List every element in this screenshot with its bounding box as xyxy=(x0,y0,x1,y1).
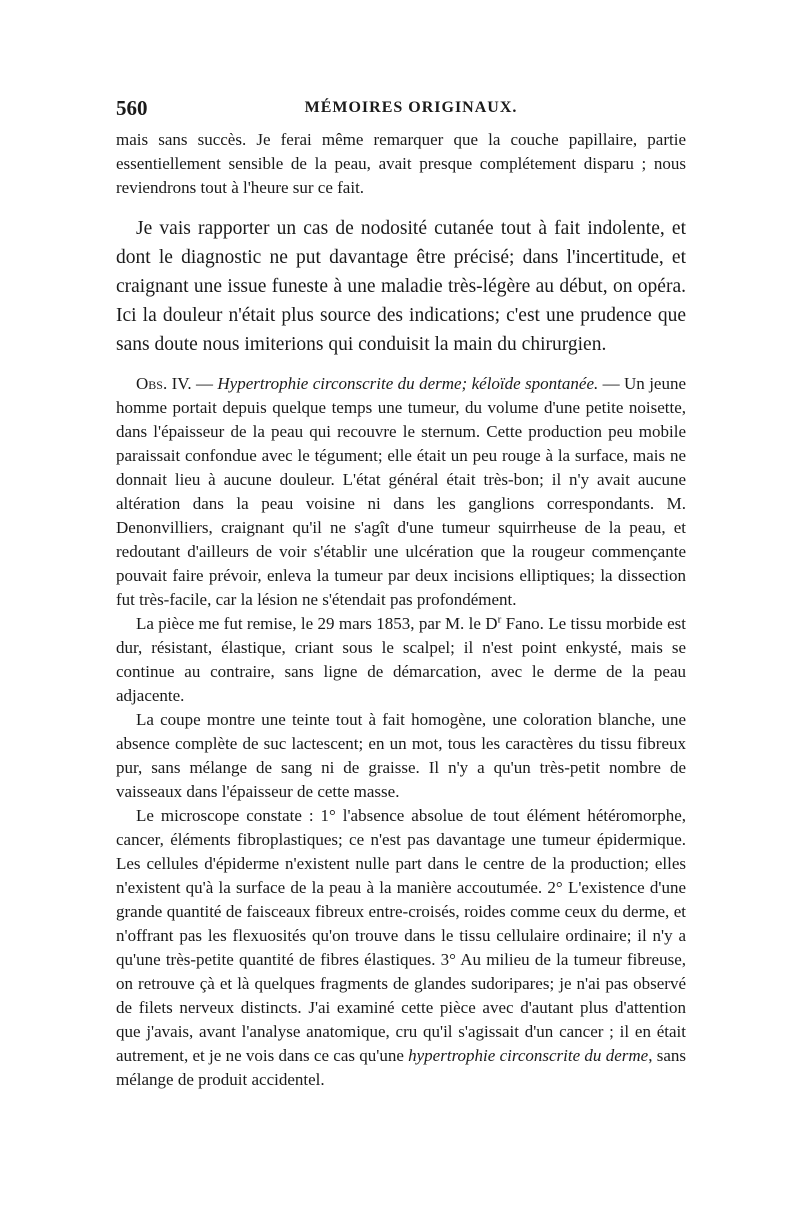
microscope-italic-term: hypertrophie circonscrite du derme xyxy=(408,1046,649,1065)
page-header xyxy=(116,96,706,126)
paragraph-section: La coupe montre une teinte tout à fait homogène, une coloration blanche, une absence complète de suc lactescent; en un mot, tous les caractères du tissu fibreux pur, sans mélange de sang ni de graisse. Il n'y a qu'un très-petit nombre de vaisseaux dans l'épaisseur de cette masse. xyxy=(116,710,686,801)
running-head: MÉMOIRES ORIGINAUX. xyxy=(304,99,518,116)
specimen-text-b: Fano. Le tissu morbide est dur, résistant, élastique, criant sous le scalpel; il n'est point enkysté, mais se continue au contraire, sans ligne de démarcation, avec le derme de la peau adjacente. xyxy=(116,614,686,705)
paragraph-intro-case: Je vais rapporter un cas de nodosité cutanée tout à fait indolente, et dont le diagnostic ne put davantage être précisé; dans l'incertitude, et craignant une issue funeste à une maladie très-légère au début, on opéra. Ici la douleur n'était plus source des indications; c'est une prudence que sans doute nous imiterions qui conduisit la main du chirurgien. xyxy=(116,218,686,355)
paragraph-observation xyxy=(116,372,686,612)
observation-text: — Un jeune homme portait depuis quelque temps une tumeur, du volume d'une petite noisette, dans l'épaisseur de la peau qui recouvre le sternum. Cette production peu mobile paraissait confondue avec le tégument; elle était un peu rouge à la surface, mais ne donnait lieu à aucune douleur. L'état général était très-bon; il n'y avait aucune altération dans la peau voisine ni dans les ganglions correspondants. M. Denonvilliers, craignant qu'il ne s'agît d'une tumeur squirrheuse de la peau, et redoutant d'ailleurs de voir s'établir une ulcération que la rougeur commençante pouvait faire prévoir, enleva la tumeur par deux incisions elliptiques; la dissection fut très-facile, car la lésion ne s'étendait pas profondément. xyxy=(116,374,687,609)
paragraph-continuation: mais sans succès. Je ferai même remarquer que la couche papillaire, partie essentiellement sensible de la peau, avait presque complétement disparu ; nous reviendrons tout à l'heure sur ce fait. xyxy=(116,130,686,197)
page-number: 560 xyxy=(116,96,148,120)
doctor-superscript: r xyxy=(497,613,502,626)
observation-title: Hypertrophie circonscrite du derme; kéloïde spontanée. xyxy=(217,374,599,393)
observation-dash: — xyxy=(191,374,218,393)
microscope-text-a: Le microscope constate : 1° l'absence absolue de tout élément hétéromorphe, cancer, éléments fibroplastiques; ce n'est pas davantage une tumeur épidermique. Les cellules d'épiderme n'existent nulle part dans le centre de la production; elles n'existent qu'à la surface de la peau à la manière accoutumée. 2° L'existence d'une grande quantité de faisceaux fibreux entre-croisés, roides comme ceux du derme, et n'offrant pas les flexuosités qu'on trouve dans le tissu cellulaire ordinaire; il n'y a qu'une très-petite quantité de fibres élastiques. 3° Au milieu de la tumeur fibreuse, on retrouve çà et là quelques fragments de glandes sudoripares; je n'ai pas observé de filets nerveux distincts. J'ai examiné cette pièce avec d'autant plus d'attention que j'avais, avant l'analyse anatomique, cru qu'il s'agissait d'un cancer ; il en était autrement, et je ne vois dans ce cas qu'une xyxy=(116,806,686,1065)
microscope-text-b: , sans mélange de produit accidentel. xyxy=(116,1046,686,1089)
page-body xyxy=(116,128,686,1092)
paragraph-specimen xyxy=(116,612,686,708)
paragraph-microscope xyxy=(116,804,686,1092)
specimen-text-a: La pièce me fut remise, le 29 mars 1853, par M. le D xyxy=(136,614,498,633)
observation-label: Obs. IV. xyxy=(136,374,192,393)
